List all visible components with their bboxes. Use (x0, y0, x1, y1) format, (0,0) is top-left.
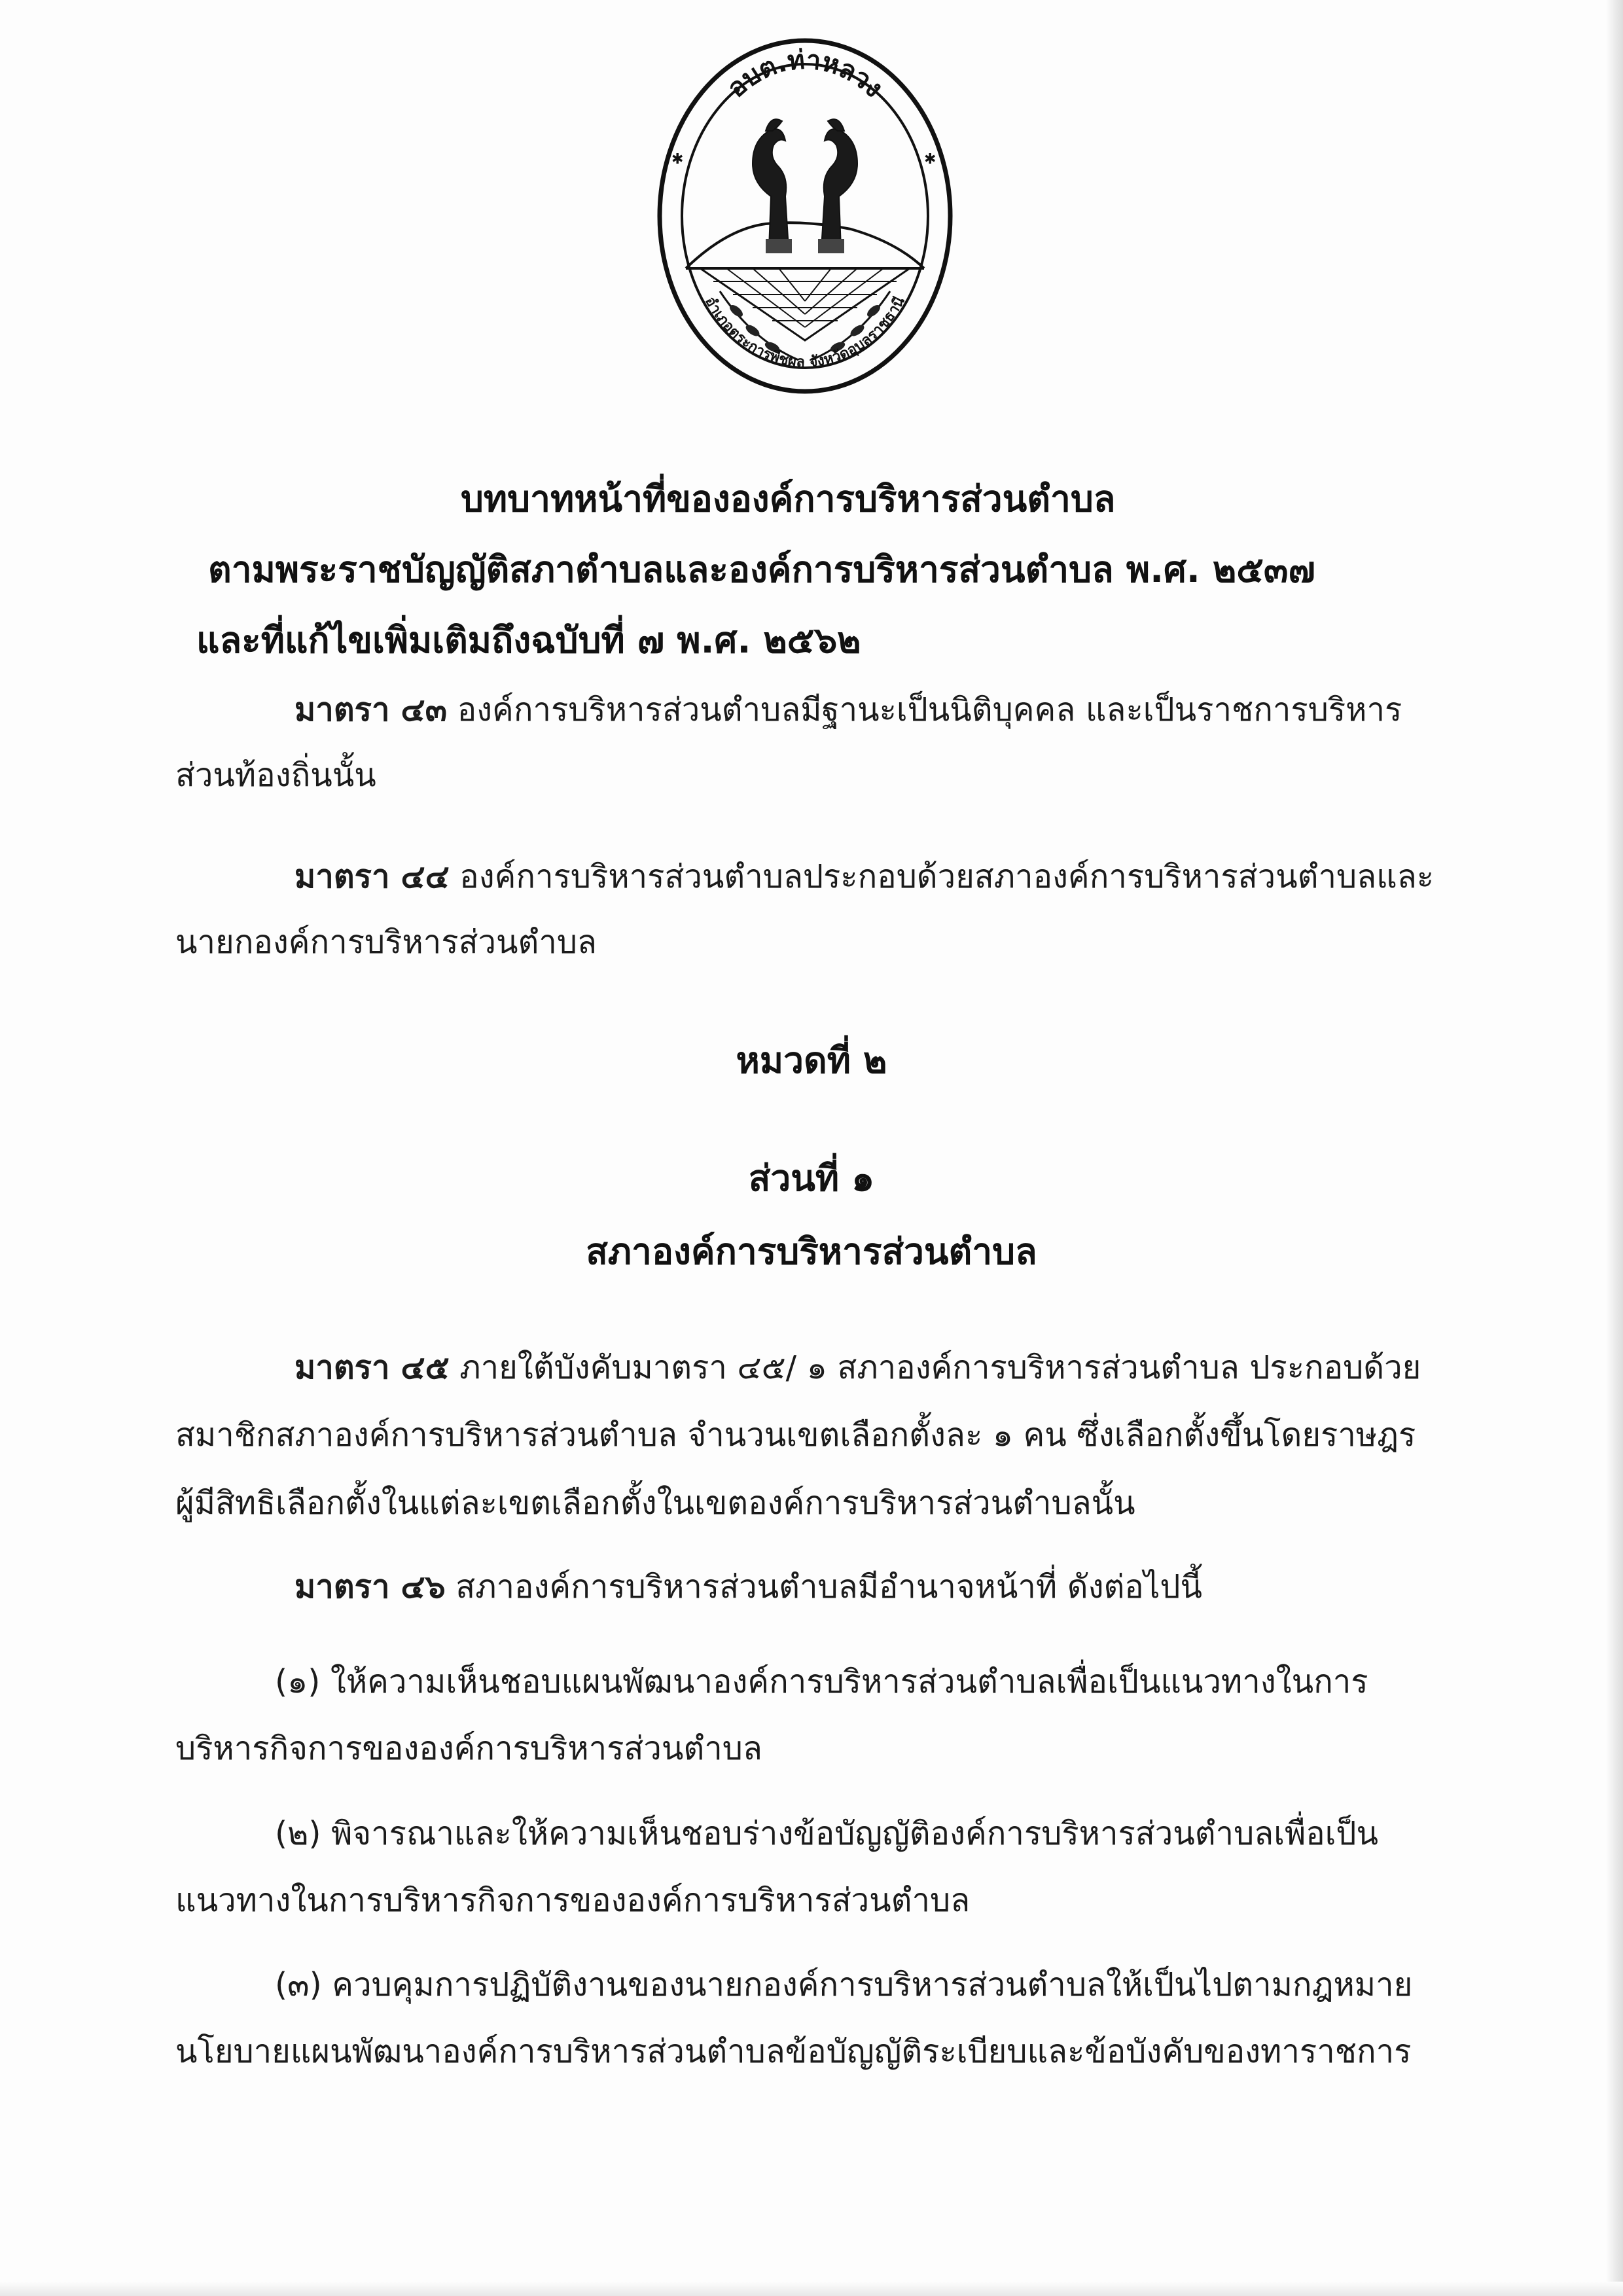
section-44-text-1: องค์การบริหารส่วนตำบลประกอบด้วยสภาองค์การบริหารส่วนตำบลและ (459, 858, 1435, 895)
title-line-3: และที่แก้ไขเพิ่มเติมถึงฉบับที่ ๗ พ.ศ. ๒๕๖๒ (196, 619, 861, 661)
seal-top-text: อบต.ท่าหลวง (721, 45, 889, 104)
section-46-item-3-line-2: นโยบายแผนพัฒนาองค์การบริหารส่วนตำบลข้อบัญญัติระเบียบและข้อบังคับของทาราชการ (175, 2033, 1412, 2070)
section-44-first-line (294, 854, 1434, 900)
section-46-first-line (294, 1564, 1202, 1610)
scan-right-edge (1606, 0, 1623, 2296)
title-line-2: ตามพระราชบัญญัติสภาตำบลและองค์การบริหารส่วนตำบล พ.ศ. ๒๕๓๗ (208, 548, 1315, 590)
section-46-item-3-line-1: (๓) ควบคุมการปฏิบัติงานของนายกองค์การบริหารส่วนตำบลให้เป็นไปตามกฎหมาย (275, 1966, 1413, 2003)
chapter-heading: หมวดที่ ๒ (736, 1039, 887, 1081)
svg-text:✱: ✱ (924, 151, 936, 168)
title-line-1: บทบาทหน้าที่ขององค์การบริหารส่วนตำบล (461, 478, 1116, 520)
section-46-item-1-line-1: (๑) ให้ความเห็นชอบแผนพัฒนาองค์การบริหารส่วนตำบลเพื่อเป็นแนวทางในการ (275, 1663, 1368, 1700)
section-44-label: มาตรา ๔๔ (294, 858, 450, 895)
section-45-text-1: ภายใต้บังคับมาตรา ๔๕/ ๑ สภาองค์การบริหารส่วนตำบล ประกอบด้วย (459, 1349, 1421, 1386)
section-43-first-line (294, 687, 1402, 733)
section-45-first-line (294, 1345, 1421, 1391)
section-46-item-2-line-2: แนวทางในการบริหารกิจการขององค์การบริหารส่วนตำบล (175, 1882, 971, 1919)
svg-text:✱: ✱ (671, 151, 684, 168)
section-46-label: มาตรา ๔๖ (294, 1568, 446, 1605)
section-45-label: มาตรา ๔๕ (294, 1349, 450, 1386)
part-title: สภาองค์การบริหารส่วนตำบล (586, 1230, 1037, 1272)
seal-emblem-icon (654, 33, 955, 399)
section-46-item-2-line-1: (๒) พิจารณาและให้ความเห็นชอบร่างข้อบัญญัติองค์การบริหารส่วนตำบลเพื่อเป็น (275, 1815, 1379, 1852)
section-45-text-2: สมาชิกสภาองค์การบริหารส่วนตำบล จำนวนเขตเลือกตั้งละ ๑ คน ซึ่งเลือกตั้งขึ้นโดยราษฎร (175, 1416, 1416, 1454)
section-43-label: มาตรา ๔๓ (294, 691, 448, 728)
scan-bottom-edge (0, 2282, 1623, 2296)
section-45-text-3: ผู้มีสิทธิเลือกตั้งในแต่ละเขตเลือกตั้งในเขตองค์การบริหารส่วนตำบลนั้น (175, 1484, 1135, 1522)
section-46-intro: สภาองค์การบริหารส่วนตำบลมีอำนาจหน้าที่ ดังต่อไปนี้ (455, 1568, 1202, 1605)
section-43-text-2: ส่วนท้องถิ่นนั้น (175, 757, 376, 794)
part-heading: ส่วนที่ ๑ (748, 1157, 875, 1199)
sao-seal (654, 33, 955, 399)
seal-bottom-text: อำเภอตระการพืชผล จังหวัดอุบลราชธานี (702, 294, 908, 371)
section-44-text-2: นายกองค์การบริหารส่วนตำบล (175, 924, 597, 961)
section-43-text-1: องค์การบริหารส่วนตำบลมีฐานะเป็นนิติบุคคล และเป็นราชการบริหาร (457, 691, 1402, 728)
section-46-item-1-line-2: บริหารกิจการขององค์การบริหารส่วนตำบล (175, 1730, 762, 1767)
